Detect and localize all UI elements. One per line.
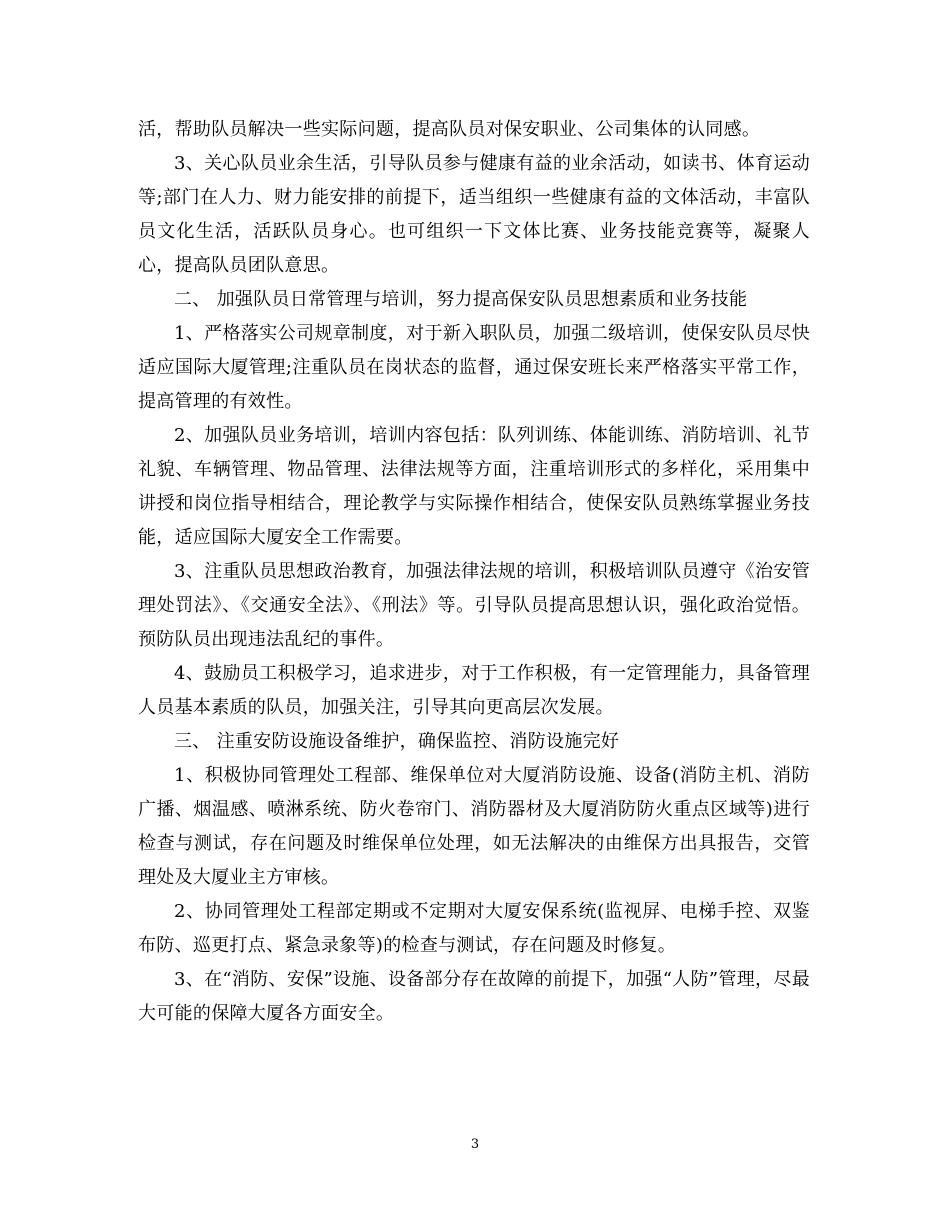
paragraph-6: 3、注重队员思想政治教育，加强法律法规的培训，积极培训队员遵守《治安管理处罚法》、《交通安全法》、《刑法》等。引导队员提高思想认识，强化政治觉悟。预防队员出现违法乱纪的事件。	[138, 561, 810, 650]
paragraph-4: 1、严格落实公司规章制度，对于新入职队员，加强二级培训，使保安队员尽快适应国际大厦管理;注重队员在岗状态的监督，通过保安班长来严格落实平常工作，提高管理的有效性。	[138, 323, 810, 412]
paragraph-11: 3、在“消防、安保”设施、设备部分存在故障的前提下，加强“人防”管理，尽最大可能的保障大厦各方面安全。	[138, 969, 810, 1024]
paragraph-1: 活，帮助队员解决一些实际问题，提高队员对保安职业、公司集体的认同感。	[138, 119, 761, 140]
paragraph-2: 3、关心队员业余生活，引导队员参与健康有益的业余活动，如读书、体育运动等;部门在人力、财力能安排的前提下，适当组织一些健康有益的文体活动，丰富队员文化生活，活跃队员身心。也可组织一下文体比赛、业务技能竞赛等，凝聚人心，提高队员团队意思。	[138, 153, 810, 276]
paragraph-5: 2、加强队员业务培训，培训内容包括：队列训练、体能训练、消防培训、礼节礼貌、车辆管理、物品管理、法律法规等方面，注重培训形式的多样化，采用集中讲授和岗位指导相结合，理论教学与实际操作相结合，使保安队员熟练掌握业务技能，适应国际大厦安全工作需要。	[138, 425, 810, 548]
paragraph-10: 2、协同管理处工程部定期或不定期对大厦安保系统(监视屏、电梯手控、双鉴布防、巡更打点、紧急录象等)的检查与测试，存在问题及时修复。	[138, 901, 810, 956]
paragraph-7: 4、鼓励员工积极学习，追求进步，对于工作积极，有一定管理能力，具备管理人员基本素质的队员，加强关注，引导其向更高层次发展。	[138, 663, 810, 718]
section-heading-2: 二、 加强队员日常管理与培训，努力提高保安队员思想素质和业务技能	[174, 289, 748, 310]
page-number: 3	[470, 1137, 480, 1152]
document-body	[138, 113, 810, 1031]
section-heading-3: 三、 注重安防设施设备维护，确保监控、消防设施完好	[174, 731, 620, 752]
paragraph-9: 1、积极协同管理处工程部、维保单位对大厦消防设施、设备(消防主机、消防广播、烟温感、喷淋系统、防火卷帘门、消防器材及大厦消防防火重点区域等)进行检查与测试，存在问题及时维保单位处理，如无法解决的由维保方出具报告，交管理处及大厦业主方审核。	[138, 765, 810, 888]
